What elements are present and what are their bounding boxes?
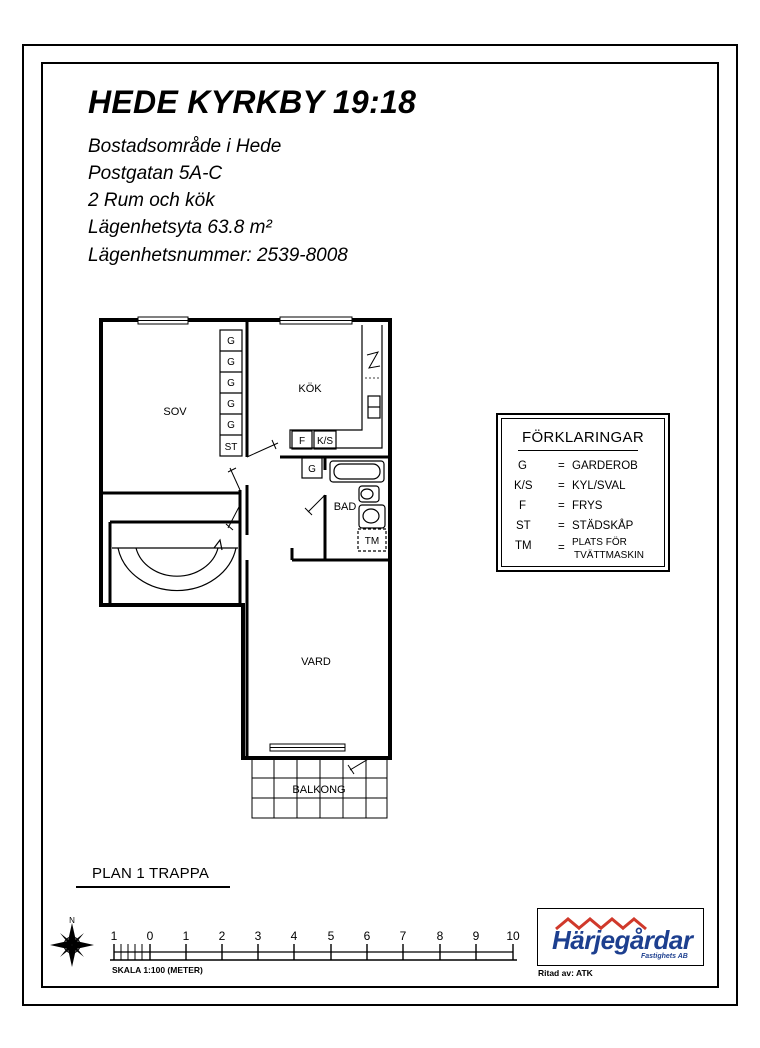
info-street: Postgatan 5A-C [88, 163, 223, 184]
label-ks: K/S [316, 436, 334, 447]
legend-eq-2: = [558, 500, 565, 512]
page-title: HEDE KYRKBY 19:18 [88, 84, 417, 120]
legend-code-0: G [518, 460, 527, 472]
legend-desc-3: STÄDSKÅP [572, 520, 634, 532]
legend-desc-4b: TVÄTTMASKIN [574, 550, 645, 561]
logo-sub: Fastighets AB [641, 953, 688, 960]
scale-num-0: 1 [110, 929, 118, 943]
scale-text: SKALA 1:100 (METER) [112, 965, 203, 975]
room-sov: SOV [163, 406, 187, 418]
legend-code-4: TM [515, 540, 532, 552]
scale-num-1: 0 [146, 929, 154, 943]
north-label: N [69, 916, 75, 925]
plan-label: PLAN 1 TRAPPA [92, 865, 210, 882]
legend-title: FÖRKLARINGAR [522, 429, 644, 446]
scale-num-4: 3 [254, 929, 262, 943]
legend-eq-3: = [558, 520, 565, 532]
legend-eq-4: = [558, 542, 565, 554]
label-g4: G [227, 399, 235, 410]
info-size: Lägenhetsyta 63.8 m² [88, 217, 272, 238]
scale-num-3: 2 [218, 929, 226, 943]
scale-num-10: 9 [472, 929, 480, 943]
scale-num-8: 7 [399, 929, 407, 943]
scale-bar [110, 944, 517, 960]
scale-num-7: 6 [363, 929, 371, 943]
label-st: ST [224, 442, 238, 453]
room-vard: VARD [301, 656, 331, 668]
info-number: Lägenhetsnummer: 2539-8008 [88, 245, 348, 266]
label-g3: G [227, 378, 235, 389]
legend-code-3: ST [516, 520, 531, 532]
company-logo [537, 908, 704, 966]
legend-box [496, 413, 670, 572]
room-balkong: BALKONG [292, 784, 346, 796]
legend-underline [518, 450, 638, 451]
scale-num-2: 1 [182, 929, 190, 943]
label-g2: G [227, 357, 235, 368]
scale-num-9: 8 [436, 929, 444, 943]
legend-inner [501, 418, 665, 567]
room-kok: KÖK [298, 383, 322, 395]
compass-rose-icon [50, 923, 94, 967]
legend-desc-0: GARDEROB [572, 460, 638, 472]
label-tm: TM [364, 536, 380, 547]
scale-num-11: 10 [506, 929, 520, 943]
label-g5: G [227, 420, 235, 431]
drawn-by: Ritad av: ATK [538, 968, 593, 978]
legend-code-1: K/S [514, 480, 533, 492]
scale-num-6: 5 [327, 929, 335, 943]
label-g1: G [227, 336, 235, 347]
label-f: F [298, 436, 306, 447]
room-bad: BAD [333, 501, 357, 513]
legend-eq-0: = [558, 460, 565, 472]
label-g-hall: G [308, 464, 316, 475]
plan-underline [76, 886, 230, 888]
legend-desc-4: PLATS FÖR [572, 537, 627, 548]
legend-desc-2: FRYS [572, 500, 603, 512]
legend-eq-1: = [558, 480, 565, 492]
legend-desc-1: KYL/SVAL [572, 480, 626, 492]
info-area: Bostadsområde i Hede [88, 136, 282, 157]
scale-num-5: 4 [290, 929, 298, 943]
closet-arc [112, 540, 238, 591]
logo-name: Härjegårdar [552, 925, 693, 955]
info-rooms: 2 Rum och kök [88, 190, 215, 211]
legend-code-2: F [519, 500, 527, 512]
wardrobe-column [220, 330, 242, 456]
